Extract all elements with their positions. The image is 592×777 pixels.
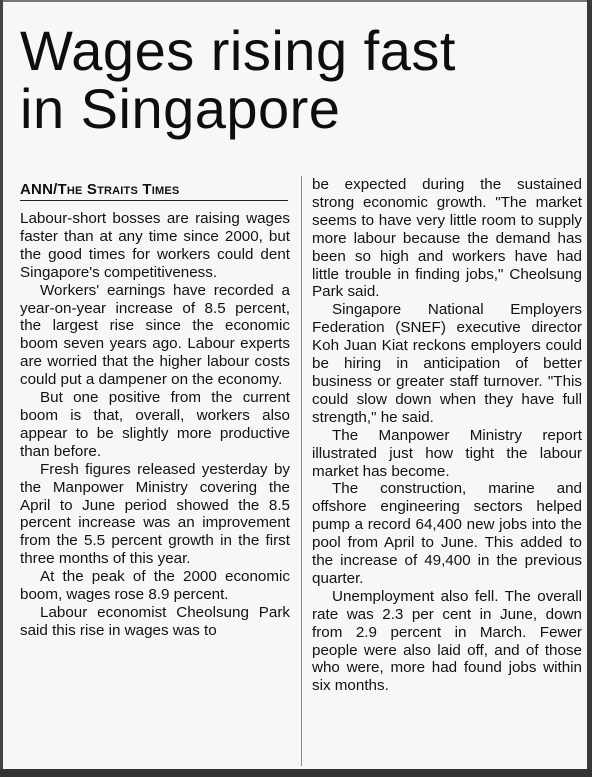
column-divider bbox=[301, 176, 302, 766]
paragraph: Unemployment also fell. The overall rate was 2.3 per cent in June, down from 2.9 percent in March. Fewer people were also laid off, and of those who were, more had found jobs within six months. bbox=[312, 587, 582, 695]
paragraph: Labour-short bosses are raising wages faster than at any time since 2000, but the good times for workers could dent Singapore's competitiveness. bbox=[20, 210, 290, 281]
paragraph: Fresh figures released yesterday by the Manpower Ministry covering the April to June period showed the 8.5 percent increase was an improvement from the 5.5 percent growth in the first three months of this year. bbox=[20, 460, 290, 568]
paragraph: Labour economist Cheolsung Park said this rise in wages was to bbox=[20, 603, 290, 639]
byline: ANN/The Straits Times bbox=[20, 181, 180, 198]
headline-line-1: Wages rising fast bbox=[20, 19, 456, 82]
right-column bbox=[312, 176, 582, 695]
headline-line-2: in Singapore bbox=[20, 77, 341, 140]
paragraph: At the peak of the 2000 economic boom, wages rose 8.9 percent. bbox=[20, 568, 290, 604]
byline-rule bbox=[20, 200, 288, 201]
frame-left-border bbox=[0, 0, 3, 777]
paragraph: The Manpower Ministry report illustrated just how tight the labour market has become. bbox=[312, 426, 582, 480]
paragraph: Workers' earnings have recorded a year-on-year increase of 8.5 percent, the largest rise since the economic boom seven years ago. Labour experts are worried that the higher labour costs could put a dampener on the economy. bbox=[20, 281, 290, 389]
frame-bottom-border bbox=[0, 769, 592, 777]
paragraph: Singapore National Employers Federation (SNEF) executive director Koh Juan Kiat reckons employers could be hiring in anticipation of better business or greater staff turnover. "This could slow down when they have full strength," he said. bbox=[312, 301, 582, 426]
left-column bbox=[20, 210, 290, 640]
frame-top-border bbox=[0, 0, 592, 2]
frame-right-border bbox=[587, 0, 592, 777]
paragraph: be expected during the sustained strong economic growth. "The market seems to have very little room to supply more labour because the demand has been so high and workers have had little trouble in finding jobs," Cheolsung Park said. bbox=[312, 176, 582, 301]
paragraph: But one positive from the current boom is that, overall, workers also appear to be slightly more productive than before. bbox=[20, 389, 290, 460]
headline bbox=[20, 19, 580, 140]
paragraph: The construction, marine and offshore engineering sectors helped pump a record 64,400 new jobs into the pool from April to June. This added to the increase of 49,400 in the previous quarter. bbox=[312, 480, 582, 587]
